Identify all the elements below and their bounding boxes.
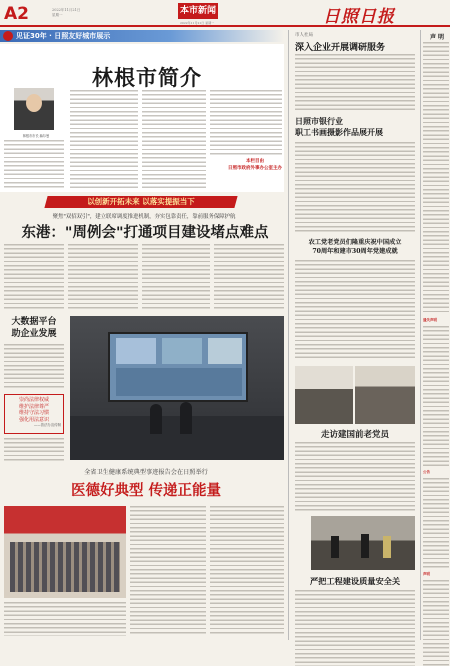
profile-text-col3 [142,90,206,188]
health-kicker: 全省卫生健康系统典型事迹报告会在日照举行 [84,469,208,476]
donggang-kicker: 聚焦"双招双引"，建立联席调度推进机制，夯实包靠责任，靠前服务保障护航 [52,214,236,220]
law-line-4: 强化用法意识 [18,416,49,423]
classifieds-ad-2: 公告 [423,470,430,474]
control-room-photo [70,316,284,460]
health-text-col3 [210,506,284,636]
donggang-headline: 东港："周例会"打通项目建设堵点难点 [21,225,269,241]
classifieds-text-4 [423,580,449,666]
slogan-text: 以创新开拓未来 以落实提振当下 [87,197,195,206]
donggang-text-col3 [142,244,210,310]
health-headline: 医德好典型 传递正能量 [70,483,222,499]
law-credit: ——普法办宣传制 [33,423,61,427]
farmers-headline: 农工党老党员们隆重庆祝中国成立 70周年和建市30周年党建成就 [308,239,402,255]
elderly-photo-1 [295,366,353,424]
construction-photo [311,516,415,570]
classifieds-text-3 [423,478,449,568]
meta-date: 2022年11月21日 [52,8,81,12]
finance-text [295,142,415,232]
banner [0,30,284,42]
issue-line: 2022年11月21日 星期一 [180,21,215,25]
donggang-text-col2 [68,244,138,310]
meta-weekday: 星期一 [52,13,63,17]
classifieds-ad-3: 声明 [423,572,430,576]
donggang-text-col1 [4,244,64,310]
finance-headline: 日照市银行业 职工书画摄影作品展开展 [295,116,383,137]
sponsor-note: 本栏目由 日照市政府外事办公室主办 [228,159,282,171]
elderly-photo-2 [355,366,415,424]
banner-icon [3,31,13,41]
profile-title: 林根市简介 [92,65,202,90]
classifieds-text-1 [423,42,449,312]
classifieds-text-2 [423,326,449,466]
bigdata-text-2 [4,438,64,462]
construction-text [295,590,415,666]
law-line-3: 维持守法习惯 [18,410,49,416]
bigdata-headline: 大数据平台 助企业发展 [11,317,57,339]
issue-meta [52,8,92,18]
city-society-tag: 市人社局 [295,33,313,38]
conference-photo [4,506,126,598]
slogan-banner [44,196,237,208]
construction-headline: 严把工程建设质量安全关 [309,576,401,586]
law-line-1: 崇尚法律权威 [18,397,49,403]
right-column [288,30,418,640]
elderly-text [295,442,415,512]
donggang-text-col4 [214,244,284,310]
bigdata-text [4,344,64,390]
section-title: 本市新闻 [178,3,218,19]
law-line-2: 维护法律尊严 [18,403,49,410]
city-society-text [295,54,415,110]
profile-text-col1 [4,140,64,188]
page-number: A2 [4,4,29,24]
law-box [4,394,64,434]
elderly-headline: 走访建国前老党员 [320,430,389,440]
farmers-text [295,260,415,360]
classifieds-sidebar [420,30,450,640]
health-text-col2 [130,506,206,636]
health-text-col1 [4,602,126,636]
profile-section [0,44,284,192]
mayor-caption: 林根市市长 赫尔曼 [22,134,50,138]
city-society-headline: 深入企业开展调研服务 [295,43,386,53]
profile-text-col2 [70,90,138,188]
banner-text: 见证30年 · 日照友好城市展示 [16,32,111,40]
classifieds-title: 声 明 [429,34,445,41]
masthead [0,0,450,27]
profile-text-col4 [210,90,282,156]
mayor-photo [14,88,54,130]
classifieds-ad-1: 遗失声明 [423,318,437,322]
newspaper-logo: 日照日报 [323,7,395,27]
